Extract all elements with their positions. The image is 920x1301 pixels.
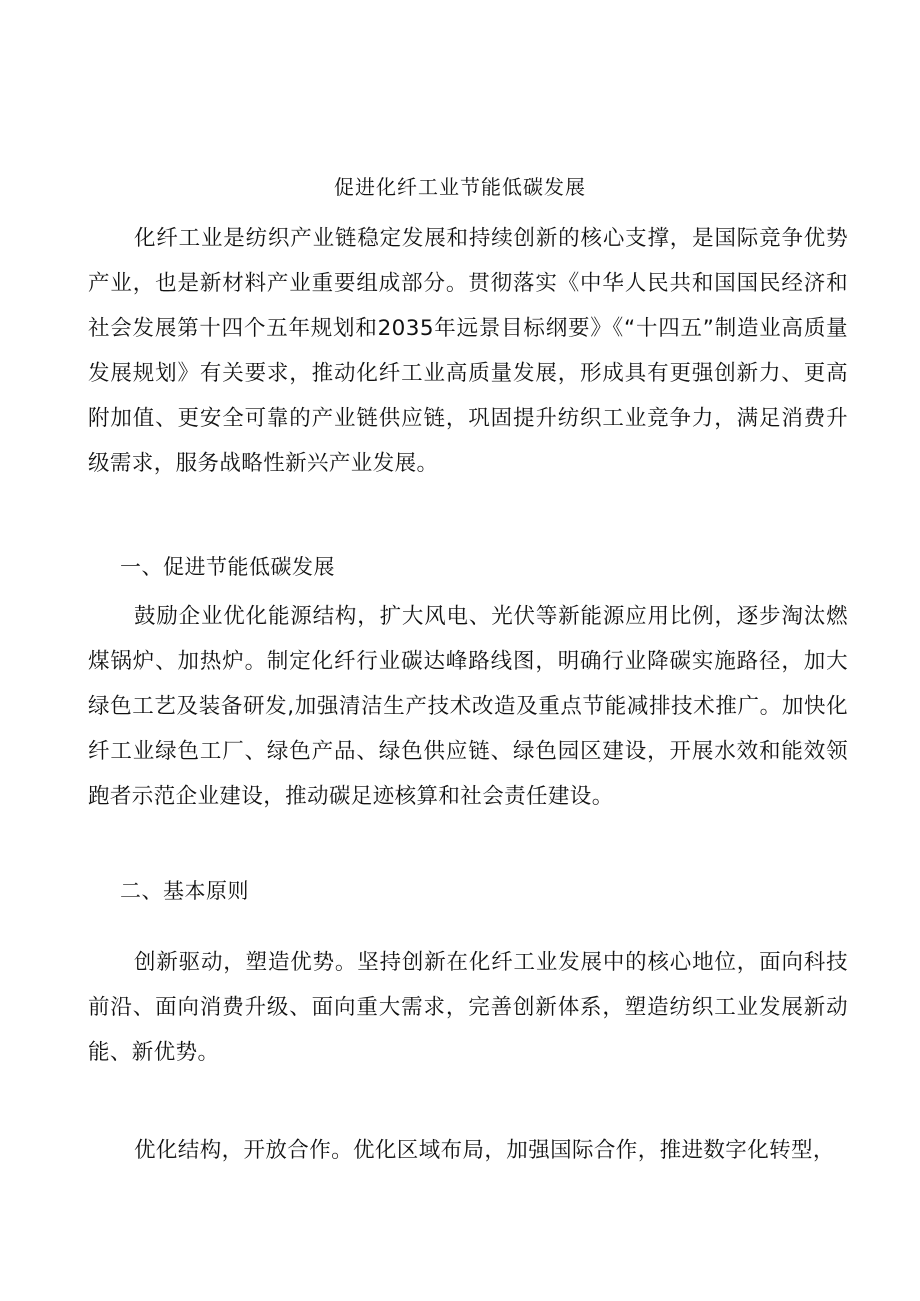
structure-paragraph: 优化结构，开放合作。优化区域布局，加强国际合作，推进数字化转型， [134, 1138, 835, 1163]
energy-paragraph: 鼓励企业优化能源结构，扩大风电、光伏等新能源应用比例，逐步淘汰燃煤锅炉、加热炉。制定化纤行业碳达峰路线图，明确行业降碳实施路径，加大绿色工艺及装备研发,加强清洁生产技术改造及重点节能减排技术推广。加快化纤工业绿色工厂、绿色产品、绿色供应链、绿色园区建设，开展水效和能效领跑者示范企业建设，推动碳足迹核算和社会责任建设。 [88, 604, 848, 809]
section-heading-basic-principles: 二、基本原则 [120, 879, 249, 903]
intro-paragraph: 化纤工业是纺织产业链稳定发展和持续创新的核心支撑，是国际竞争优势产业，也是新材料产业重要组成部分。贯彻落实《中华人民共和国国民经济和社会发展第十四个五年规划和2035年远景目标纲要》《“十四五”制造业高质量发展规划》有关要求，推动化纤工业高质量发展，形成具有更强创新力、更高附加值、更安全可靠的产业链供应链，巩固提升纺织工业竞争力，满足消费升级需求，服务战略性新兴产业发展。 [88, 226, 848, 476]
document-title: 促进化纤工业节能低碳发展 [334, 175, 586, 199]
innovation-paragraph: 创新驱动，塑造优势。坚持创新在化纤工业发展中的核心地位，面向科技前沿、面向消费升级、面向重大需求，完善创新体系，塑造纺织工业发展新动能、新优势。 [88, 950, 848, 1065]
section-heading-energy-saving: 一、促进节能低碳发展 [120, 555, 335, 579]
